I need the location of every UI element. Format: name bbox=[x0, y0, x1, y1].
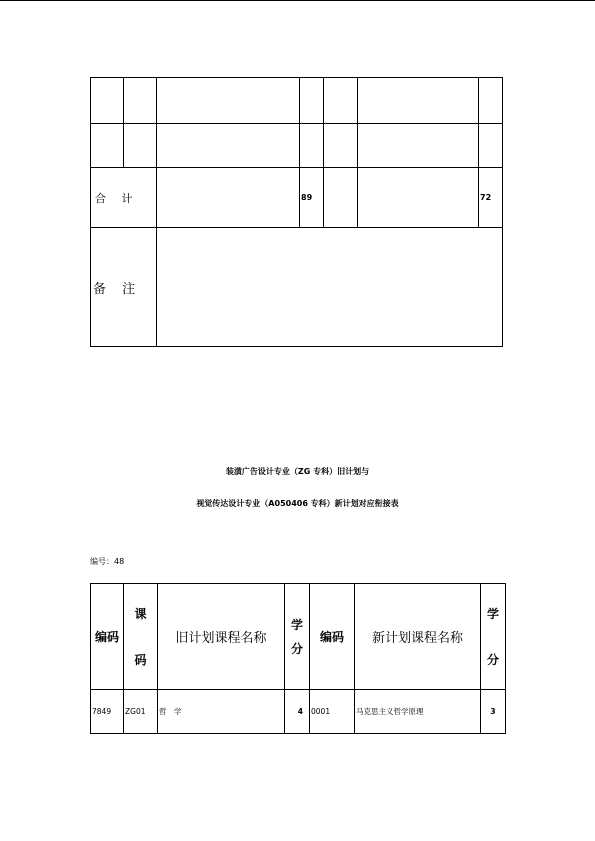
row-course-code: ZG01 bbox=[124, 690, 158, 734]
summary-table bbox=[90, 77, 503, 347]
header-course-code bbox=[124, 584, 158, 690]
table-row bbox=[91, 78, 503, 124]
header-course-code-bottom: 码 bbox=[134, 652, 147, 667]
note-label: 备 注 bbox=[91, 228, 157, 347]
header-credit-top: 学 bbox=[290, 617, 303, 632]
header-row bbox=[91, 584, 506, 690]
table-row bbox=[91, 690, 506, 734]
header-credit bbox=[285, 584, 310, 690]
header-course-code-top: 课 bbox=[134, 606, 147, 621]
header-new-course-name: 新计划课程名称 bbox=[355, 584, 481, 690]
header-new-credit bbox=[481, 584, 506, 690]
row-code: 7849 bbox=[91, 690, 124, 734]
note-content bbox=[157, 228, 503, 347]
page-title-line2: 视觉传达设计专业（A050406 专科）新计划对应衔接表 bbox=[196, 499, 399, 508]
header-new-code: 编码 bbox=[310, 584, 355, 690]
row-new-name: 马克思主义哲学原理 bbox=[355, 690, 481, 734]
table-row bbox=[91, 124, 503, 168]
header-old-course-name: 旧计划课程名称 bbox=[158, 584, 285, 690]
row-old-name: 哲 学 bbox=[158, 690, 285, 734]
row-old-credit: 4 bbox=[285, 690, 310, 734]
page-top-rule bbox=[0, 0, 595, 1]
row-new-credit: 3 bbox=[481, 690, 506, 734]
document-number: 编号：48 bbox=[90, 557, 125, 566]
mapping-table bbox=[90, 583, 506, 734]
total-row bbox=[91, 168, 503, 228]
old-total-credits: 89 bbox=[300, 168, 324, 228]
header-new-credit-top: 学 bbox=[486, 606, 499, 621]
row-new-code: 0001 bbox=[310, 690, 355, 734]
header-credit-bottom: 分 bbox=[290, 641, 303, 656]
note-row bbox=[91, 228, 503, 347]
new-total-credits: 72 bbox=[479, 168, 503, 228]
total-label: 合 计 bbox=[91, 168, 157, 228]
header-code: 编码 bbox=[91, 584, 124, 690]
header-new-credit-bottom: 分 bbox=[486, 652, 499, 667]
page-title-line1: 装潢广告设计专业（ZG 专科）旧计划与 bbox=[225, 467, 370, 476]
